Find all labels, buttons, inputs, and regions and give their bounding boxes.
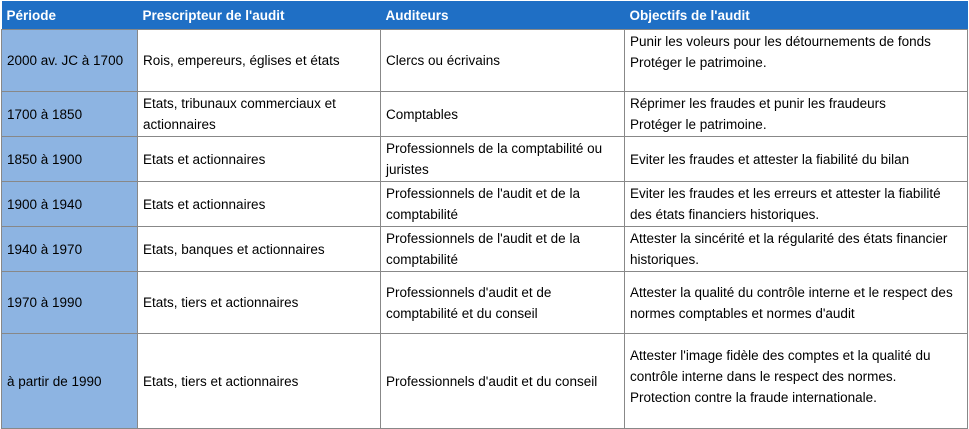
prescriber-cell: Rois, empereurs, églises et états <box>138 30 381 92</box>
objectives-cell <box>625 227 968 272</box>
period-cell: 1700 à 1850 <box>2 92 138 137</box>
objectives-cell <box>625 92 968 137</box>
prescriber-cell: Etats et actionnaires <box>138 182 381 227</box>
prescriber-cell: Etats, banques et actionnaires <box>138 227 381 272</box>
header-auditors: Auditeurs <box>381 1 625 30</box>
auditors-cell: Clercs ou écrivains <box>381 30 625 92</box>
objective-line: Protéger le patrimoine. <box>630 117 767 132</box>
table-row <box>2 272 968 334</box>
prescriber-cell: Etats, tiers et actionnaires <box>138 272 381 334</box>
objective-line: Attester la sincérité et la régularité des états financier historiques. <box>630 231 948 267</box>
period-cell: 1850 à 1900 <box>2 137 138 182</box>
auditors-cell: Comptables <box>381 92 625 137</box>
header-prescriber: Prescripteur de l'audit <box>138 1 381 30</box>
objective-line: Attester la qualité du contrôle interne et le respect des normes comptables et normes d'audit <box>630 284 953 321</box>
auditors-cell: Professionnels de la comptabilité ou juristes <box>381 137 625 182</box>
objectives-cell <box>625 137 968 182</box>
table-row <box>2 227 968 272</box>
table-header <box>2 1 968 30</box>
period-cell: 2000 av. JC à 1700 <box>2 30 138 92</box>
header-objectives: Objectifs de l'audit <box>625 1 968 30</box>
objective-line: Attester l'image fidèle des comptes et la qualité du contrôle interne dans le respect des normes. <box>630 348 931 384</box>
objectives-cell <box>625 334 968 429</box>
table-row <box>2 182 968 227</box>
objective-line: Réprimer les fraudes et punir les fraudeurs <box>630 96 886 111</box>
prescriber-cell: Etats, tribunaux commerciaux et actionnaires <box>138 92 381 137</box>
objectives-cell <box>625 30 968 92</box>
table-row <box>2 92 968 137</box>
table-row <box>2 30 968 92</box>
audit-history-table <box>1 1 968 429</box>
auditors-cell: Professionnels d'audit et de comptabilité et du conseil <box>381 272 625 334</box>
prescriber-cell: Etats et actionnaires <box>138 137 381 182</box>
table-row <box>2 137 968 182</box>
header-row <box>2 1 968 30</box>
objective-line: Protéger le patrimoine. <box>630 55 767 70</box>
objective-line: Eviter les fraudes et les erreurs et attester la fiabilité des états financiers historiques. <box>630 186 941 222</box>
objective-line: Punir les voleurs pour les détournements de fonds <box>630 34 931 49</box>
prescriber-cell: Etats, tiers et actionnaires <box>138 334 381 429</box>
auditors-cell: Professionnels de l'audit et de la comptabilité <box>381 182 625 227</box>
objective-line: Protection contre la fraude internationale. <box>630 390 877 405</box>
auditors-cell: Professionnels d'audit et du conseil <box>381 334 625 429</box>
period-cell: à partir de 1990 <box>2 334 138 429</box>
objectives-cell <box>625 182 968 227</box>
table-body <box>2 30 968 429</box>
objective-line: Eviter les fraudes et attester la fiabilité du bilan <box>630 151 910 167</box>
period-cell: 1900 à 1940 <box>2 182 138 227</box>
auditors-cell: Professionnels de l'audit et de la comptabilité <box>381 227 625 272</box>
table-row <box>2 334 968 429</box>
period-cell: 1970 à 1990 <box>2 272 138 334</box>
objectives-cell <box>625 272 968 334</box>
period-cell: 1940 à 1970 <box>2 227 138 272</box>
header-period: Période <box>2 1 138 30</box>
